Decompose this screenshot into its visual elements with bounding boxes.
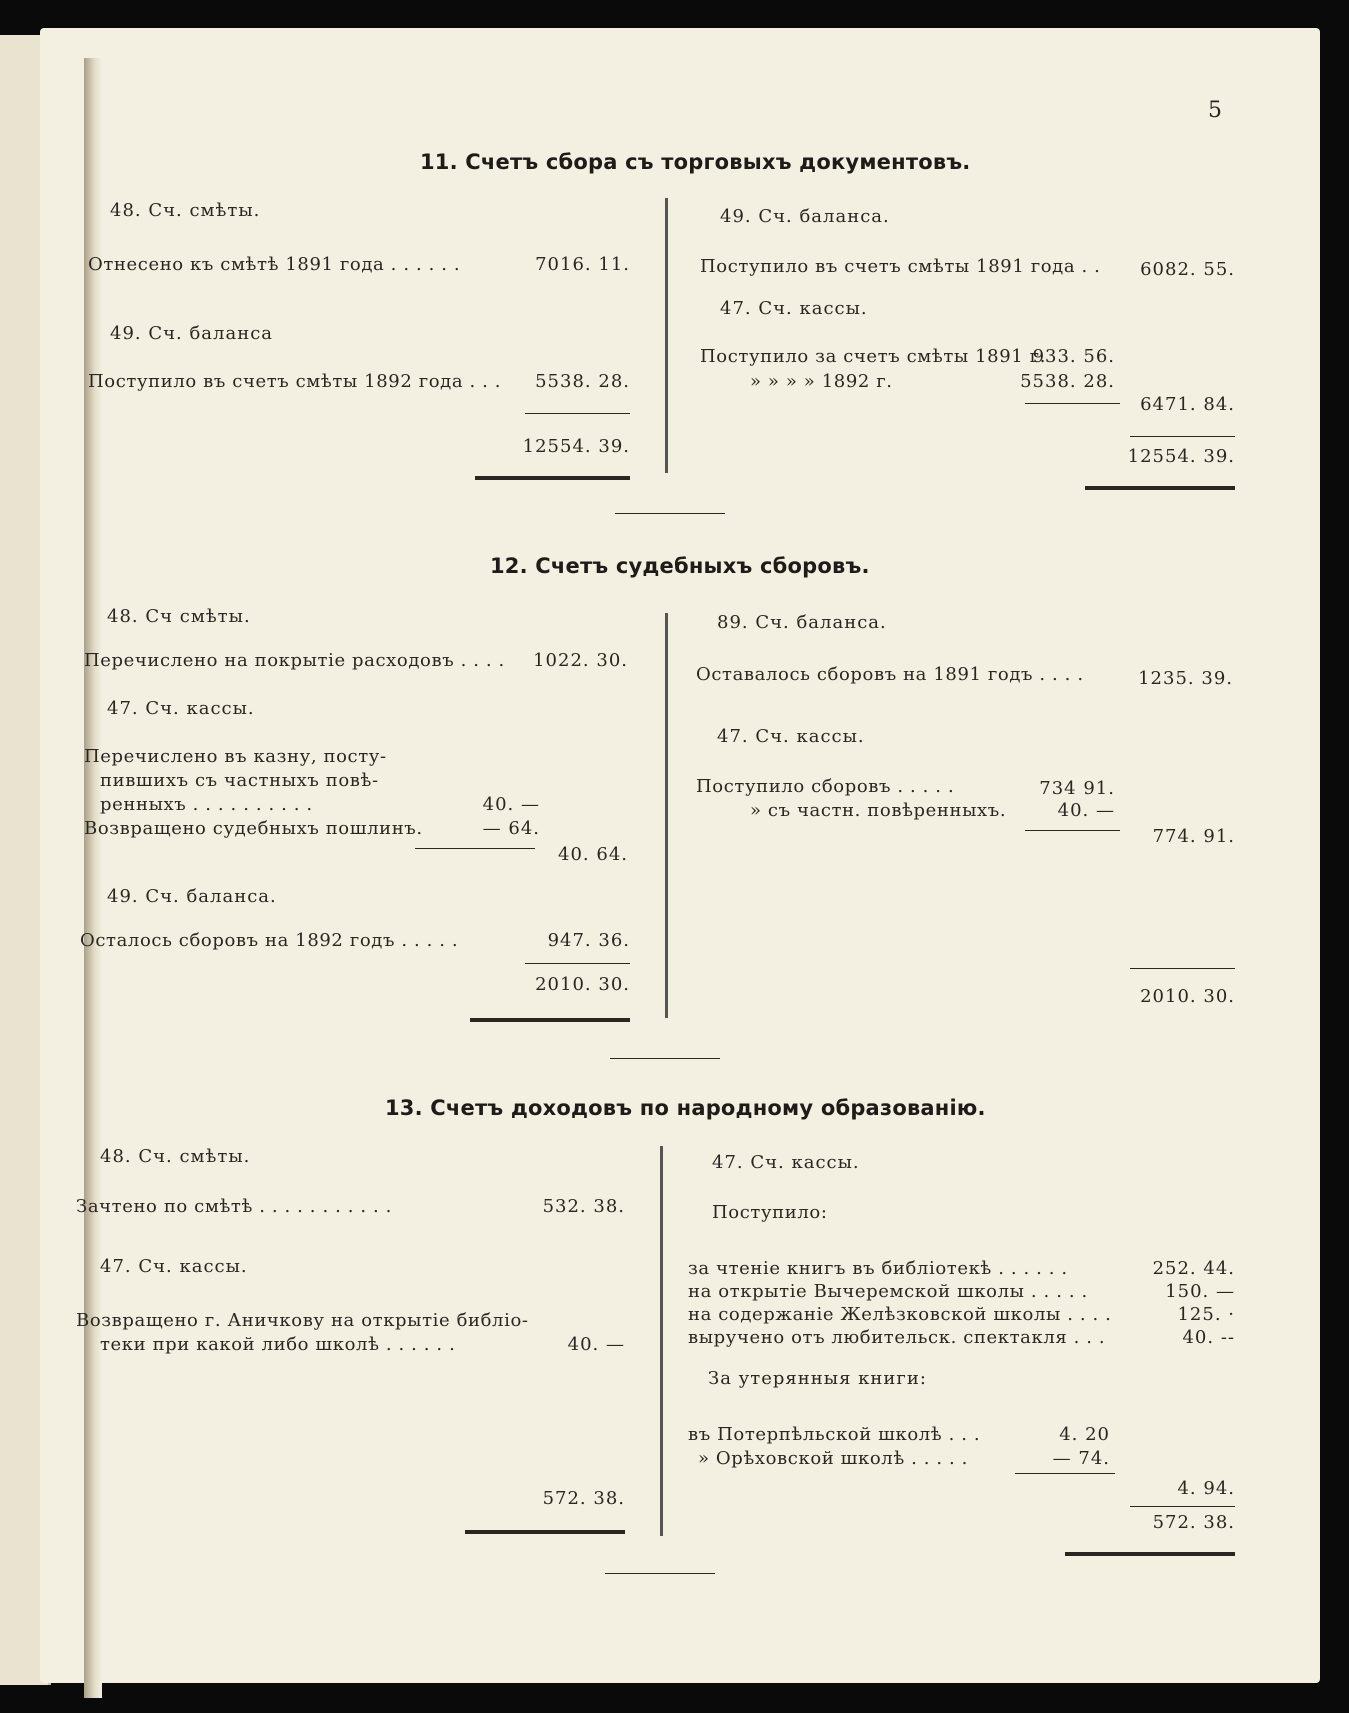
s11-left-heading-2: 49. Сч. баланса	[110, 323, 274, 344]
s12-left-row-2-line-3: ренныхъ . . . . . . . . . .	[100, 794, 313, 815]
s13-right-heading-1: 47. Сч. кассы.	[712, 1152, 860, 1173]
section-12-title: 12. Счетъ судебныхъ сборовъ.	[490, 554, 870, 578]
s11-left-row-1-label: Отнесено къ смѣтѣ 1891 года . . . . . .	[88, 254, 461, 275]
s13-right-total-thin-rule	[1130, 1506, 1235, 1507]
s13-left-heading-1: 48. Сч. смѣты.	[100, 1146, 251, 1167]
s12-left-row-3-label: Возвращено судебныхъ пошлинъ.	[84, 818, 423, 839]
s13-right-item-1-value: 252. 44.	[1152, 1258, 1235, 1279]
s12-left-heading-3: 49. Сч. баланса.	[107, 886, 277, 907]
s13-right-received-label: Поступило:	[712, 1202, 828, 1223]
s11-right-row-2-value: 933. 56.	[1032, 346, 1115, 367]
s13-right-lost-1-value: 4. 20	[1059, 1424, 1110, 1445]
s12-left-heading-1: 48. Сч смѣты.	[107, 606, 251, 627]
s12-right-row-1-value: 1235. 39.	[1138, 668, 1233, 689]
s12-column-divider	[665, 613, 668, 1018]
s12-left-total-thin-rule	[525, 963, 630, 964]
s12-right-total-thin-rule	[1130, 968, 1235, 969]
s13-column-divider	[660, 1146, 663, 1536]
s12-right-subtotal: 774. 91.	[1152, 826, 1235, 847]
section-separator-3	[605, 1573, 715, 1574]
s11-left-row-1-value: 7016. 11.	[535, 254, 630, 275]
s12-right-total: 2010. 30.	[1140, 986, 1235, 1007]
s11-right-row-2-label: Поступило за счетъ смѣты 1891 г.	[700, 346, 1047, 367]
s11-right-row-3-value: 5538. 28.	[1020, 371, 1115, 392]
s11-left-total-rule	[475, 476, 630, 480]
s12-right-row-3-value: 40. —	[1057, 800, 1115, 821]
s12-right-row-2-value: 734 91.	[1039, 778, 1115, 799]
s12-left-subtotal: 40. 64.	[558, 844, 628, 865]
s13-right-item-3-label: на содержаніе Желѣзковской школы . . . .	[688, 1304, 1112, 1325]
s13-left-row-2-line-2: теки при какой либо школѣ . . . . . .	[100, 1334, 456, 1355]
s12-right-row-3-label: » съ частн. повѣренныхъ.	[750, 800, 1007, 821]
s13-right-total-rule	[1065, 1552, 1235, 1556]
s12-left-row-3-value: — 64.	[482, 818, 540, 839]
s11-right-total-thin-rule	[1130, 436, 1235, 437]
s12-left-total-rule	[470, 1018, 630, 1022]
s12-left-row-2-value: 40. —	[482, 794, 540, 815]
s13-right-lost-2-label: » Орѣховской школѣ . . . . .	[698, 1448, 969, 1469]
s11-right-subtotal: 6471. 84.	[1140, 394, 1235, 415]
s13-right-item-2-label: на открытіе Вычеремской школы . . . . .	[688, 1281, 1088, 1302]
s12-left-subtotal-rule	[415, 848, 535, 849]
s13-left-total: 572. 38.	[542, 1488, 625, 1509]
s12-right-heading-2: 47. Сч. кассы.	[717, 726, 865, 747]
section-11-title: 11. Счетъ сбора съ торговыхъ документовъ.	[420, 150, 971, 174]
s12-right-heading-1: 89. Сч. баланса.	[717, 612, 887, 633]
s11-right-total-rule	[1085, 486, 1235, 490]
section-13-title: 13. Счетъ доходовъ по народному образованію.	[385, 1096, 986, 1120]
s11-column-divider	[665, 198, 668, 473]
s11-right-row-1-label: Поступило въ счетъ смѣты 1891 года . .	[700, 256, 1101, 277]
document-page	[40, 28, 1320, 1683]
s11-left-heading-1: 48. Сч. смѣты.	[110, 200, 261, 221]
s13-left-heading-2: 47. Сч. кассы.	[100, 1256, 248, 1277]
s13-right-item-4-value: 40. --	[1182, 1327, 1235, 1348]
s13-right-total: 572. 38.	[1152, 1512, 1235, 1533]
s12-left-heading-2: 47. Сч. кассы.	[107, 698, 255, 719]
s13-left-row-2-line-1: Возвращено г. Аничкову на открытіе библіо-	[76, 1310, 529, 1331]
s11-right-row-3-label: » » » » 1892 г.	[750, 371, 893, 392]
s12-left-total: 2010. 30.	[535, 974, 630, 995]
s13-right-item-2-value: 150. —	[1165, 1281, 1235, 1302]
s13-right-lost-subtotal-rule	[1015, 1473, 1115, 1474]
s11-left-total: 12554. 39.	[522, 436, 630, 457]
s13-right-lost-subtotal: 4. 94.	[1177, 1478, 1235, 1499]
section-separator-2	[610, 1058, 720, 1059]
s13-left-row-1-value: 532. 38.	[542, 1196, 625, 1217]
s13-right-item-1-label: за чтеніе книгъ въ библіотекѣ . . . . . .	[688, 1258, 1068, 1279]
s12-right-row-2-label: Поступило сборовъ . . . . .	[696, 776, 955, 797]
page-gutter	[84, 58, 102, 1698]
s11-left-row-2-value: 5538. 28.	[535, 371, 630, 392]
s11-right-total: 12554. 39.	[1127, 446, 1235, 467]
s11-right-heading-2: 47. Сч. кассы.	[720, 298, 868, 319]
s13-left-total-rule	[465, 1530, 625, 1534]
s13-right-item-3-value: 125. ·	[1177, 1304, 1235, 1325]
s13-left-row-1-label: Зачтено по смѣтѣ . . . . . . . . . . .	[76, 1196, 392, 1217]
s12-left-row-1-value: 1022. 30.	[533, 650, 628, 671]
s12-right-row-1-label: Оставалось сборовъ на 1891 годъ . . . .	[696, 664, 1084, 685]
s13-right-item-4-label: выручено отъ любительск. спектакля . . .	[688, 1327, 1106, 1348]
page-number: 5	[1208, 98, 1222, 123]
s11-right-row-1-value: 6082. 55.	[1140, 259, 1235, 280]
s12-left-row-2-line-2: пившихъ съ частныхъ повѣ-	[100, 770, 379, 791]
s13-right-lost-1-label: въ Потерпѣльской школѣ . . .	[688, 1424, 981, 1445]
section-separator-1	[615, 513, 725, 514]
s12-left-row-4-value: 947. 36.	[547, 930, 630, 951]
s11-left-subtotal-rule	[525, 413, 630, 414]
s13-right-lost-2-value: — 74.	[1052, 1448, 1110, 1469]
s13-left-row-2-value: 40. —	[567, 1334, 625, 1355]
s13-right-lost-books-heading: За утерянныя книги:	[708, 1368, 927, 1389]
s12-left-row-4-label: Осталось сборовъ на 1892 годъ . . . . .	[80, 930, 459, 951]
s11-right-heading-1: 49. Сч. баланса.	[720, 206, 890, 227]
s12-left-row-2-line-1: Перечислено въ казну, посту-	[84, 746, 387, 767]
s11-left-row-2-label: Поступило въ счетъ смѣты 1892 года . . .	[88, 371, 502, 392]
s12-left-row-1-label: Перечислено на покрытіе расходовъ . . . .	[84, 650, 505, 671]
